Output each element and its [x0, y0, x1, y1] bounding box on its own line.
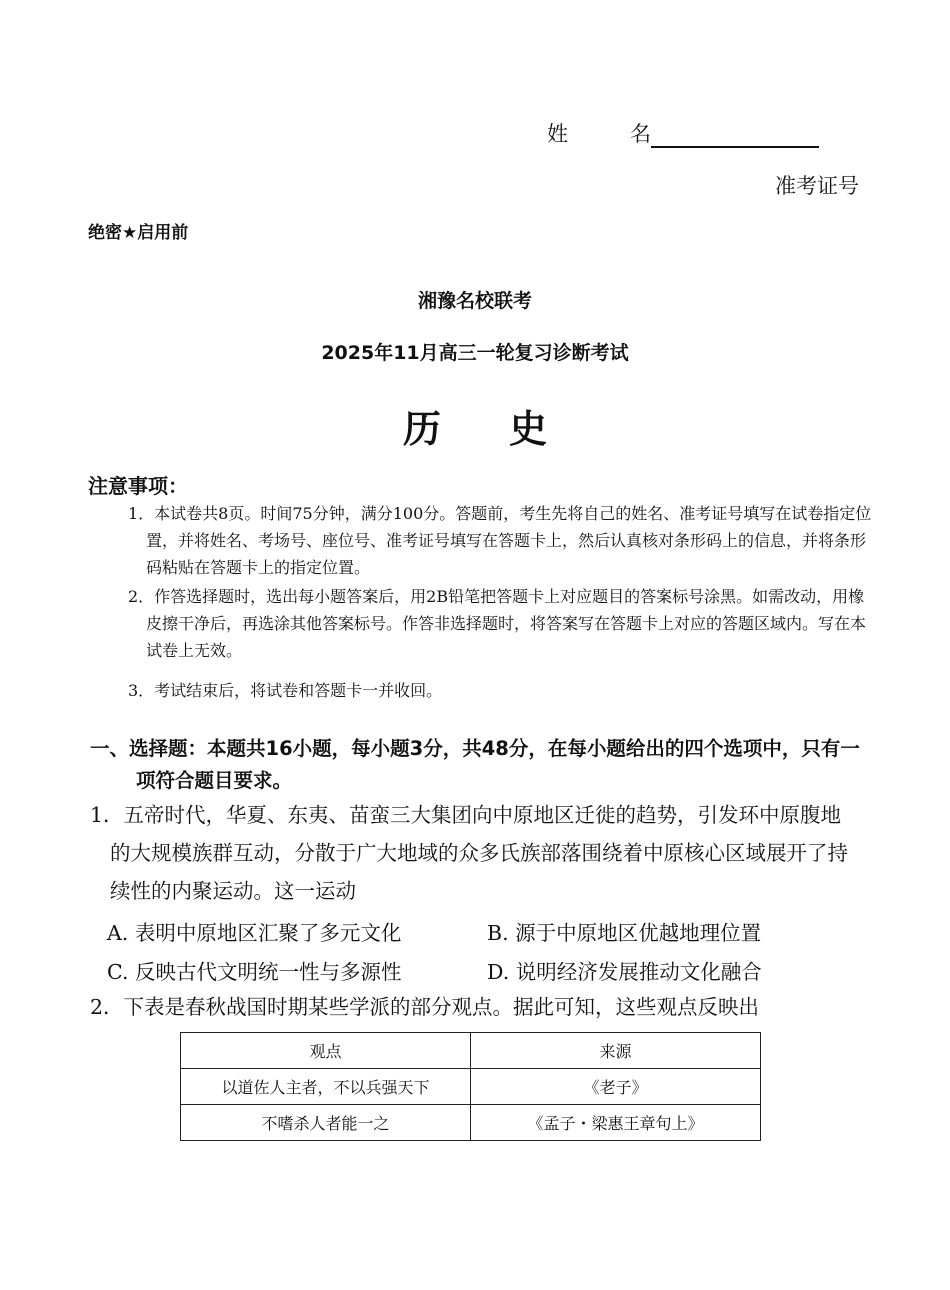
question-1-option-a: A. 表明中原地区汇聚了多元文化: [107, 921, 402, 945]
table-cell: 《老子》: [471, 1069, 761, 1105]
section-heading: 一、选择题：本题共16小题，每小题3分，共48分，在每小题给出的四个选项中，只有一项符合题目要求。: [90, 737, 860, 792]
question-1-option-b: B. 源于中原地区优越地理位置: [487, 921, 762, 945]
question-1-stem: 1．五帝时代，华夏、东夷、苗蛮三大集团向中原地区迁徙的趋势，引发环中原腹地的大规模族群互动，分散于广大地域的众多氏族部落围绕着中原核心区域展开了持续性的内聚运动。这一运动: [90, 803, 848, 903]
subject-title: 历史: [402, 406, 615, 451]
table-row: [181, 1105, 761, 1141]
secret-mark: 绝密★启用前: [88, 223, 189, 243]
question-1-option-c: C. 反映古代文明统一性与多源性: [107, 960, 402, 984]
note-item-3: 3．考试结束后，将试卷和答题卡一并收回。: [128, 681, 443, 700]
source-table: [180, 1032, 761, 1141]
exam-title: 2025年11月高三一轮复习诊断考试: [321, 342, 629, 364]
school-title: 湘豫名校联考: [417, 290, 532, 312]
table-row: [181, 1069, 761, 1105]
note-item-2: 2．作答选择题时，选出每小题答案后，用2B铅笔把答题卡上对应题目的答案标号涂黑。如需改动，用橡皮擦干净后，再选涂其他答案标号。作答非选择题时，将答案写在答题卡上对应的答题区域内。写在本试卷上无效。: [128, 587, 867, 660]
note-item-1: 1．本试卷共8页。时间75分钟，满分100分。答题前，考生先将自己的姓名、准考证号填写在试卷指定位置，并将姓名、考场号、座位号、准考证号填写在答题卡上，然后认真核对条形码上的信息，并将条形码粘贴在答题卡上的指定位置。: [128, 504, 872, 577]
name-label-2: 名: [630, 122, 651, 146]
notes-heading: 注意事项：: [88, 474, 188, 498]
exam-id-label: 准考证号: [775, 174, 859, 198]
name-blank-line[interactable]: [651, 124, 819, 148]
name-label-1: 姓: [547, 122, 568, 146]
table-header-cell: 观点: [181, 1033, 471, 1069]
question-1-option-d: D. 说明经济发展推动文化融合: [487, 960, 762, 984]
name-field[interactable]: [547, 118, 819, 148]
table-cell: 不嗜杀人者能一之: [181, 1105, 471, 1141]
table-header-cell: 来源: [471, 1033, 761, 1069]
table-header-row: [181, 1033, 761, 1069]
question-2-stem: 2．下表是春秋战国时期某些学派的部分观点。据此可知，这些观点反映出: [90, 995, 760, 1019]
table-cell: 《孟子・梁惠王章句上》: [471, 1105, 761, 1141]
table-cell: 以道佐人主者，不以兵强天下: [181, 1069, 471, 1105]
